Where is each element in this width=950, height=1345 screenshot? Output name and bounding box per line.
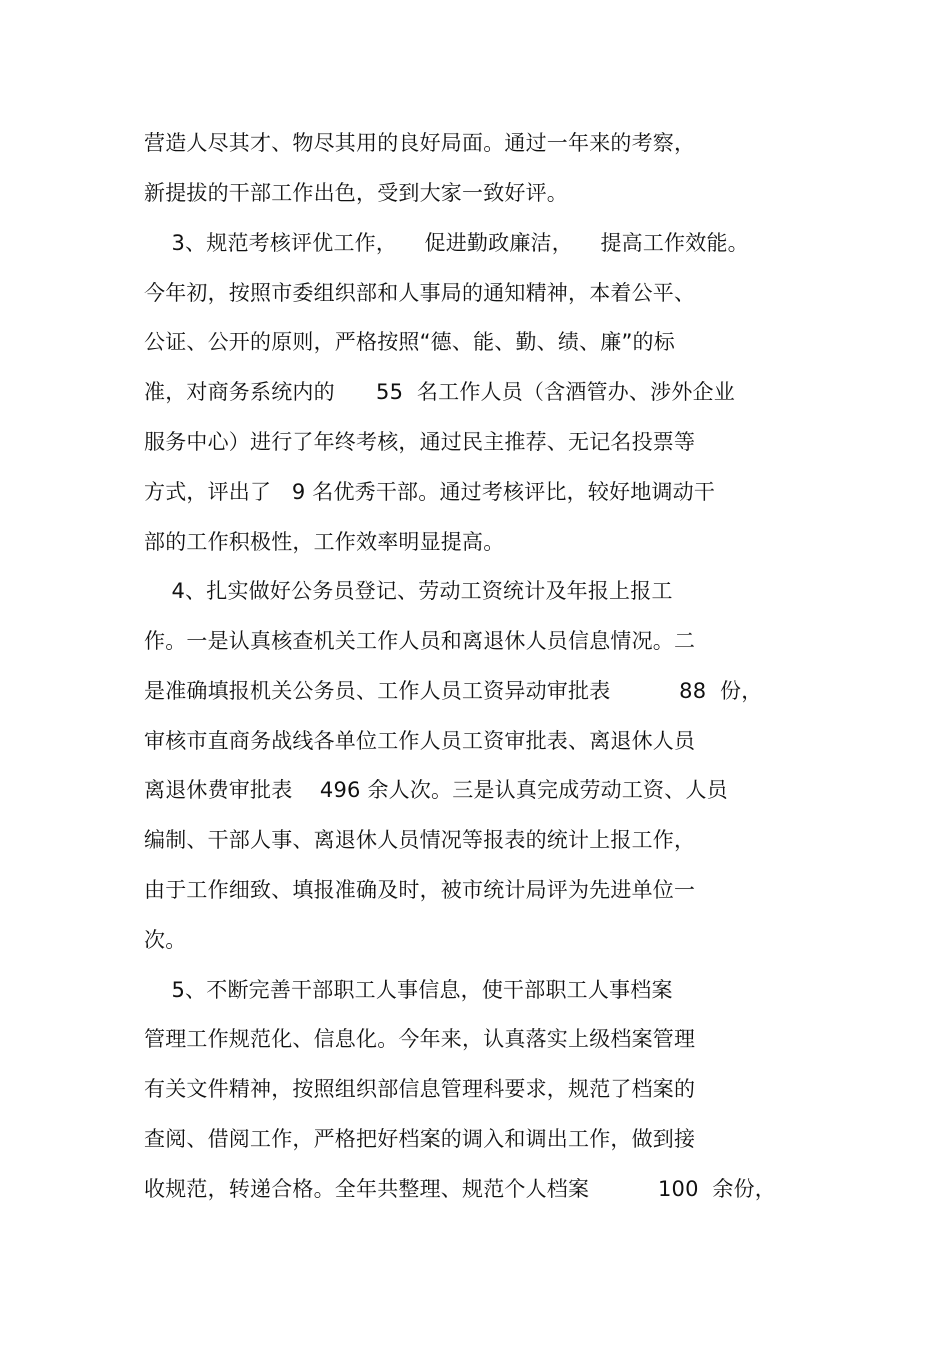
text-line: 营造人尽其才、物尽其用的良好局面。通过一年来的考察， xyxy=(144,131,696,155)
text-line: 3、规范考核评优工作， 促进勤政廉洁， 提高工作效能。 xyxy=(144,231,749,255)
text-line: 离退休费审批表 496 余人次。三是认真完成劳动工资、人员 xyxy=(144,778,728,802)
text-line: 5、不断完善干部职工人事信息，使干部职工人事档案 xyxy=(144,978,673,1002)
text-line: 由于工作细致、填报准确及时，被市统计局评为先进单位一 xyxy=(144,878,696,902)
text-line: 部的工作积极性，工作效率明显提高。 xyxy=(144,530,505,554)
text-line: 是准确填报机关公务员、工作人员工资异动审批表 88 份， xyxy=(144,679,763,703)
text-line: 4、扎实做好公务员登记、劳动工资统计及年报上报工 xyxy=(144,579,673,603)
text-line: 今年初，按照市委组织部和人事局的通知精神，本着公平、 xyxy=(144,281,696,305)
text-line: 次。 xyxy=(144,928,187,952)
text-line: 查阅、借阅工作，严格把好档案的调入和调出工作，做到接 xyxy=(144,1127,696,1151)
text-line: 新提拔的干部工作出色，受到大家一致好评。 xyxy=(144,181,568,205)
text-line: 有关文件精神，按照组织部信息管理科要求，规范了档案的 xyxy=(144,1077,696,1101)
text-line: 公证、公开的原则，严格按照“德、能、勤、绩、廉”的标 xyxy=(144,330,675,354)
text-line: 作。一是认真核查机关工作人员和离退休人员信息情况。二 xyxy=(144,629,696,653)
text-line: 收规范，转递合格。全年共整理、规范个人档案 100 余份， xyxy=(144,1177,776,1201)
text-line: 审核市直商务战线各单位工作人员工资审批表、离退休人员 xyxy=(144,729,696,753)
text-line: 准，对商务系统内的 55 名工作人员（含酒管办、涉外企业 xyxy=(144,380,735,404)
text-line: 服务中心）进行了年终考核，通过民主推荐、无记名投票等 xyxy=(144,430,696,454)
text-line: 方式，评出了 9 名优秀干部。通过考核评比，较好地调动干 xyxy=(144,480,716,504)
text-line: 管理工作规范化、信息化。今年来，认真落实上级档案管理 xyxy=(144,1027,696,1051)
text-line: 编制、干部人事、离退休人员情况等报表的统计上报工作， xyxy=(144,828,696,852)
